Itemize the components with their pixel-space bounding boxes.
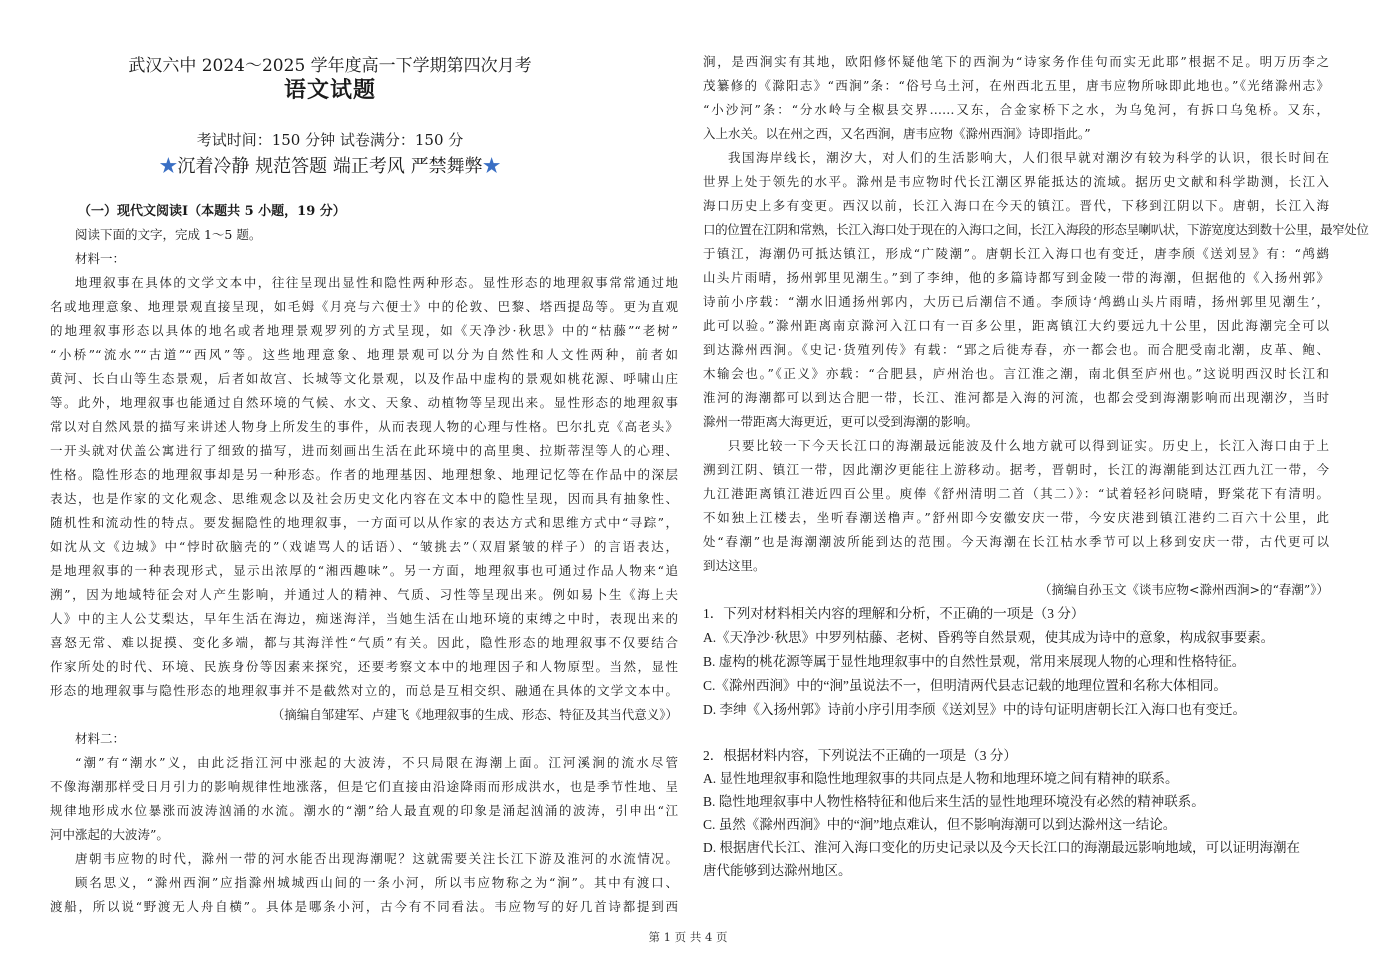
text-line: 是地理叙事的一种表现形式，显示出浓厚的“湘西趣味”。另一方面，地理叙事也可通过作品人物来“追 [50, 563, 678, 578]
text-line: 到达滁州西涧。《史记·货殖列传》有载：“郢之后徙寿春，亦一都会也。而合肥受南北潮，皮革、鲍、 [703, 342, 1329, 357]
text-line: 于镇江，海潮仍可抵达镇江，形成“广陵潮”。唐朝长江入海口也有变迁，唐李颀《送刘昱》有：“鸬鹚 [703, 246, 1329, 261]
text-line: “小沙河”条：“分水岭与全椒县交界……又东，合金家桥下之水，为乌兔河，有拆口乌兔桥。又东， [703, 102, 1329, 117]
text-line: 我国海岸线长，潮汐大，对人们的生活影响大，人们很早就对潮汐有较为科学的认识，很长时间在 [728, 150, 1329, 165]
question-1-option-a: A.《天净沙·秋思》中罗列枯藤、老树、昏鸦等自然景观，使其成为诗中的意象，构成叙事要素。 [703, 630, 1275, 645]
text-line: 口的位置在江阴和常熟，长江入海口处于现在的入海口之间，长江入海段的形态呈喇叭状，下游宽度达到数十公里，最窄处位 [703, 222, 1369, 237]
text-line: 形态的地理叙事与隐性形态的地理叙事并不是截然对立的，而总是互相交织、融通在具体的文学文本中。 [50, 683, 678, 698]
question-1-option-d: D. 李绅《入扬州郭》诗前小序引用李颀《送刘昱》中的诗句证明唐朝长江入海口也有变迁。 [703, 702, 1246, 717]
star-icon: ★ [159, 156, 178, 177]
text-line: 黄河、长白山等生态景观，后者如故宫、长城等文化景观，以及作品中虚构的景观如桃花源、呼啸山庄 [50, 371, 678, 386]
source-citation: （摘编自孙玉文《谈韦应物<滁州西涧>的“春潮”》） [1039, 582, 1329, 597]
page-footer: 第 1 页 共 4 页 [648, 930, 728, 944]
material-label: 材料二： [75, 731, 126, 746]
question-2-option-d-continued: 唐代能够到达滁州地区。 [703, 863, 852, 878]
exam-motto [50, 152, 610, 178]
text-line: 诗前小序载：“潮水旧通扬州郭内，大历已后潮信不通。李颀诗‘鸬鹚山头片雨晴，扬州郭里见潮生’， [703, 294, 1329, 309]
text-line: 滁州一带距离大海更近，更可以受到海潮的影响。 [703, 414, 979, 429]
text-line: 渡船，所以说“野渡无人舟自横”。具体是哪条小河，古今有不同看法。韦应物写的好几首诗都提到西 [50, 899, 678, 914]
question-2-option-c: C. 虽然《滁州西涧》中的“涧”地点难认，但不影响海潮可以到达滁州这一结论。 [703, 817, 1177, 832]
text-line: 如沈从文《边城》中“悖时砍脑壳的”（戏谑骂人的话语）、“皱挑去”（双眉紧皱的样子）的言语表达， [50, 539, 678, 554]
text-line: 规律地形成水位暴涨而波涛汹涌的水流。潮水的“潮”给人最直观的印象是涌起汹涌的波涛，引申出“江 [50, 803, 678, 818]
exam-info: 考试时间：150 分钟 试卷满分：150 分 [196, 131, 464, 149]
question-2-option-b: B. 隐性地理叙事中人物性格特征和他后来生活的显性地理环境没有必然的精神联系。 [703, 794, 1205, 809]
text-line: 入上水关。以在州之西，又名西涧，唐韦应物《滁州西涧》诗即指此。” [703, 126, 1091, 141]
text-line: 喜怒无常、难以捉摸、变化多端，都与其海洋性“气质”有关。因此，隐性形态的地理叙事不仅要结合 [50, 635, 678, 650]
text-line: 海口历史上多有变更。西汉以前，长江入海口在今天的镇江。晋代，下移到江阴以下。唐朝，长江入海 [703, 198, 1329, 213]
star-icon: ★ [482, 156, 501, 177]
material-label: 材料一： [75, 251, 126, 266]
text-line: 溯到江阴、镇江一带，因此潮汐更能往上游移动。据考，晋朝时，长江的海潮能到达江西九江一带，今 [703, 462, 1329, 477]
text-line: 到达这里。 [703, 558, 766, 573]
text-line: 不如独上江楼去，坐听春潮送橹声。”舒州即今安徽安庆一带，今安庆港到镇江港约二百六十公里，此 [703, 510, 1329, 525]
text-line: 处“春潮”也是海潮潮波所能到达的范围。今天海潮在长江枯水季节可以上移到安庆一带，古代更可以 [703, 534, 1329, 549]
text-line: 名或地理意象、地理景观直接呈现，如毛姆《月亮与六便士》中的伦敦、巴黎、塔西提岛等。更为直观 [50, 299, 678, 314]
text-line: 此可以验。”滁州距离南京滁河入江口有一百多公里，距离镇江大约要远九十公里，因此海潮完全可以 [703, 318, 1329, 333]
text-line: 溯”，因为地域特征会对人产生影响，并通过人的精神、气质、习性等呈现出来。例如易卜生《海上夫 [50, 587, 678, 602]
text-line: 木输会也。”《正义》亦载：“合肥县，庐州治也。言江淮之潮，南北俱至庐州也。”这说明西汉时长江和 [703, 366, 1329, 381]
text-line: “小桥”“流水”“古道”“西风”等。这些地理意象、地理景观可以分为自然性和人文性两种，前者如 [50, 347, 678, 362]
text-line: 河中涨起的大波涛”。 [50, 827, 169, 842]
text-line: 表达，也是作家的文化观念、思维观念以及社会历史文化内容在文本中的隐性呈现，因而具有抽象性、 [50, 491, 678, 506]
text-line: “潮”有“潮水”义，由此泛指江河中涨起的大波涛，不只局限在海潮上面。江河溪涧的流水尽管 [75, 755, 678, 770]
text-line: 世界上处于领先的水平。滁州是韦应物时代长江潮区界能抵达的流域。据历史文献和科学勘测，长江入 [703, 174, 1329, 189]
text-line: 涧，是西涧实有其地，欧阳修怀疑他笔下的西涧为“诗家务作佳句而实无此耶”根据不足。明万历李之 [703, 54, 1329, 69]
text-line: 的地理叙事形态以具体的地名或者地理景观罗列的方式呈现，如《天净沙·秋思》中的“枯藤”“老树” [50, 323, 678, 338]
text-line: 九江港距离镇江港近四百公里。庾俸《舒州清明二首（其二）》：“试着轻衫问晓晴，野棠花下有清明。 [703, 486, 1329, 501]
text-line: 人》中的主人公艾梨达，早年生活在海边，痴迷海洋，当她生活在山地环境的束缚之中时，表现出来的 [50, 611, 678, 626]
exam-title: 武汉六中 2024～2025 学年度高一下学期第四次月考 [128, 56, 532, 76]
text-line: 顾名思义，“滁州西涧”应指滁州城城西山间的一条小河，所以韦应物称之为“涧”。其中有渡口、 [75, 875, 678, 890]
question-1-option-b: B. 虚构的桃花源等属于显性地理叙事中的自然性景观，常用来展现人物的心理和性格特征。 [703, 654, 1246, 669]
text-line: 茂纂修的《滁阳志》“西涧”条：“俗号乌土河，在州西北五里，唐韦应物所咏即此地也。”《光绪滁州志》 [703, 78, 1329, 93]
text-line: 常以对自然风景的描写来讲述人物身上所发生的事件，从而表现人物的心理与性格。巴尔扎克《高老头》 [50, 419, 678, 434]
text-line: 地理叙事在具体的文学文本中，往往呈现出显性和隐性两种形态。显性形态的地理叙事常常通过地 [75, 275, 678, 290]
section-heading: （一）现代文阅读Ⅰ（本题共 5 小题，19 分） [78, 204, 346, 219]
text-line: 淮河的海潮都可以到达合肥一带，长江、淮河都是入海的河流，也都会受到海潮影响而出现潮汐，当时 [703, 390, 1329, 405]
question-2-option-a: A. 显性地理叙事和隐性地理叙事的共同点是人物和地理环境之间有精神的联系。 [703, 771, 1179, 786]
text-line: 唐朝韦应物的时代，滁州一带的河水能否出现海潮呢？这就需要关注长江下游及淮河的水流情况。 [75, 851, 678, 866]
text-line: 作家所处的时代、环境、民族身份等因素来探究，还要考察文本中的地理因子和人物原型。当然，显性 [50, 659, 678, 674]
text-line: 性格。隐性形态的地理叙事却是另一种形态。作者的地理基因、地理想象、地理记忆等在作品中的深层 [50, 467, 678, 482]
source-citation: （摘编自邹建军、卢建飞《地理叙事的生成、形态、特征及其当代意义》） [271, 707, 678, 722]
text-line: 只要比较一下今天长江口的海潮最远能波及什么地方就可以得到证实。历史上，长江入海口由于上 [728, 438, 1329, 453]
text-line: 随机性和流动性的特点。要发掘隐性的地理叙事，一方面可以从作家的表达方式和思维方式中“寻踪”， [50, 515, 678, 530]
question-2-option-d: D. 根据唐代长江、淮河入海口变化的历史记录以及今天长江口的海潮最远影响地域，可以证明海潮在 [703, 840, 1300, 855]
text-line: 一开头就对伏盖公寓进行了细致的描写，进而刻画出生活在此环境中的高里奥、拉斯蒂涅等人的心理、 [50, 443, 678, 458]
text-line: 不像海潮那样受日月引力的影响规律性地涨落，但是它们直接由沿途降雨而形成洪水，也是季节性地、呈 [50, 779, 678, 794]
question-2-stem: 2．根据材料内容，下列说法不正确的一项是（3 分） [703, 748, 1017, 763]
motto-text: 沉着冷静 规范答题 端正考风 严禁舞弊 [177, 156, 483, 177]
text-line: 山头片雨晴，扬州郭里见潮生。”到了李绅，他的多篇诗都写到金陵一带的海潮，但据他的《入扬州郭》 [703, 270, 1329, 285]
instruction: 阅读下面的文字，完成 1～5 题。 [75, 227, 262, 242]
question-1-option-c: C.《滁州西涧》中的“涧”虽说法不一，但明清两代县志记载的地理位置和名称大体相同。 [703, 678, 1227, 693]
subject-title: 语文试题 [283, 77, 376, 103]
question-1-stem: 1．下列对材料相关内容的理解和分析，不正确的一项是（3 分） [703, 606, 1085, 621]
text-line: 等。此外，地理叙事也能通过自然环境的气候、水文、天象、动植物等呈现出来。显性形态的地理叙事 [50, 395, 678, 410]
